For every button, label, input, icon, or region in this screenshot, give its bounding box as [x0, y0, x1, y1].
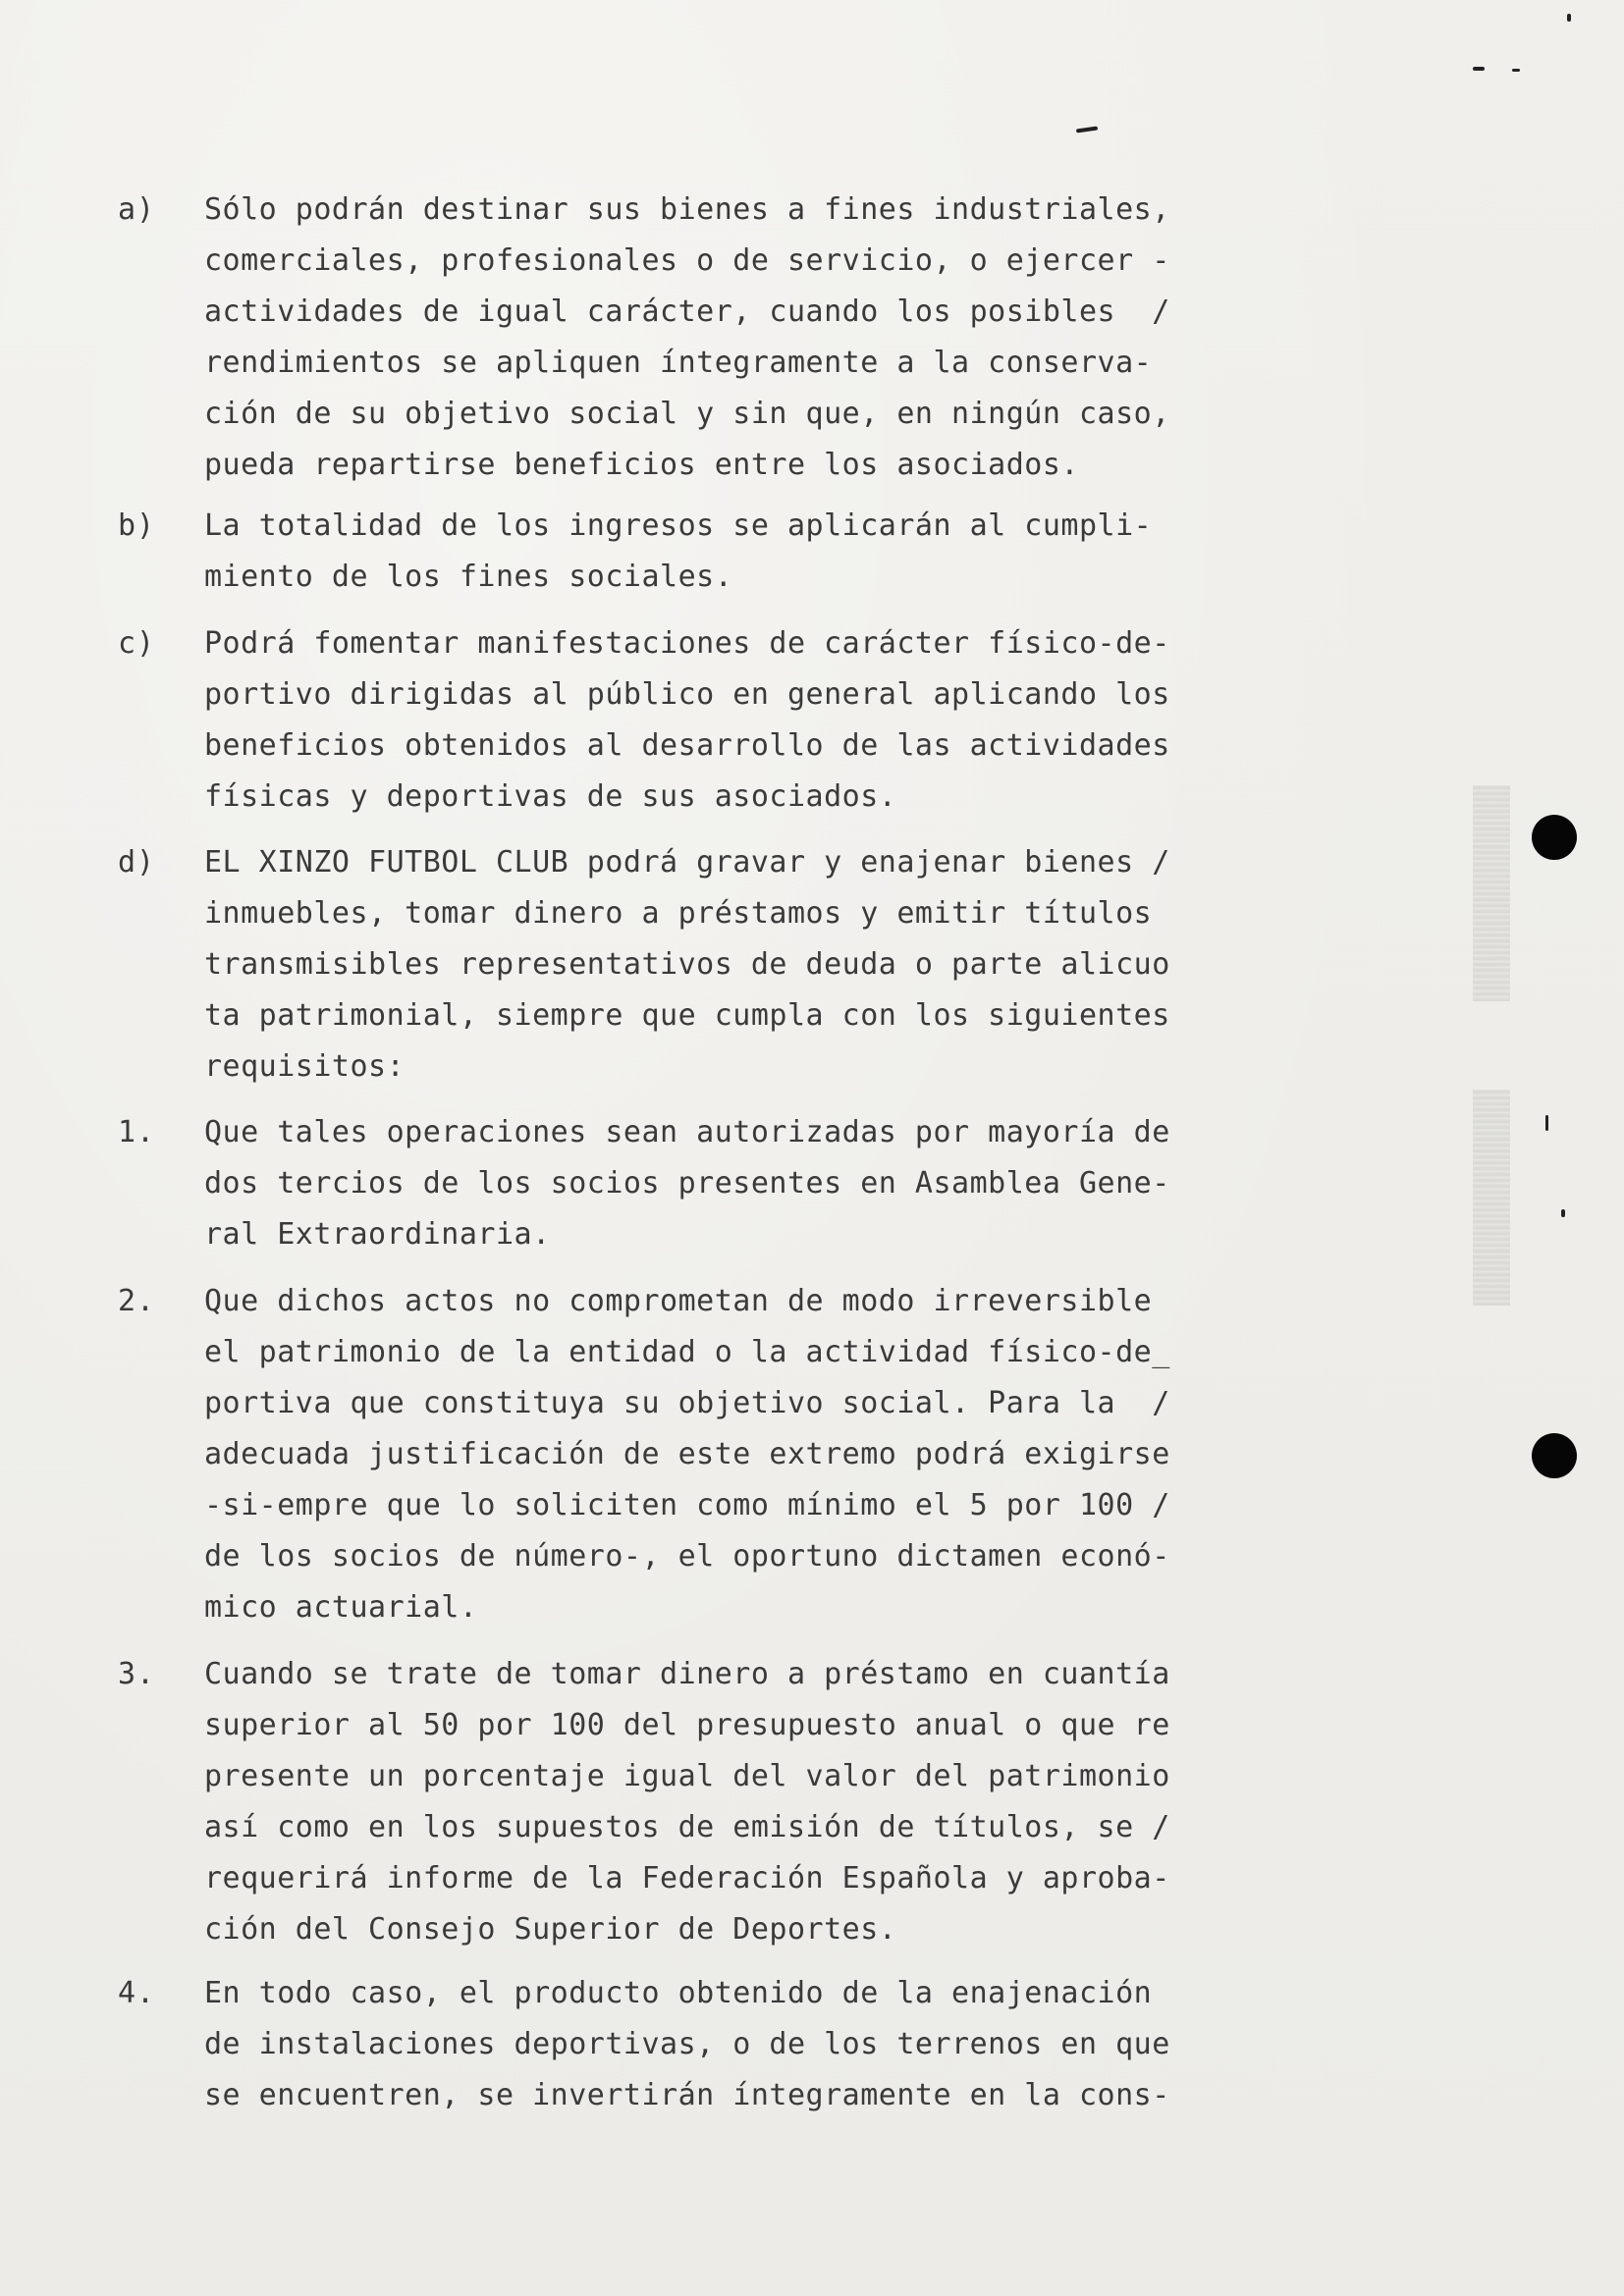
- ink-speck: [1512, 69, 1520, 72]
- clause-text: [204, 185, 1304, 491]
- clause-marker: c): [118, 626, 156, 661]
- text-line: En todo caso, el producto obtenido de la enajenación: [204, 1976, 1153, 2010]
- ink-speck: [1473, 67, 1485, 71]
- ink-speck: [1545, 1115, 1548, 1131]
- text-line: así como en los supuestos de emisión de títulos, se /: [204, 1810, 1170, 1844]
- clause-marker: d): [118, 845, 156, 880]
- text-line: presente un porcentaje igual del valor del patrimonio: [204, 1759, 1170, 1793]
- text-line: rendimientos se apliquen íntegramente a la conserva-: [204, 346, 1153, 380]
- requirement-marker: 1.: [118, 1115, 156, 1149]
- text-line: de instalaciones deportivas, o de los terrenos en que: [204, 2027, 1170, 2061]
- clause-text: [204, 501, 1304, 603]
- text-line: Cuando se trate de tomar dinero a préstamo en cuantía: [204, 1657, 1170, 1691]
- ink-speck: [1076, 126, 1098, 133]
- text-line: requerirá informe de la Federación Española y aproba-: [204, 1861, 1170, 1896]
- text-line: comerciales, profesionales o de servicio, o ejercer -: [204, 243, 1170, 278]
- clause-text: [204, 837, 1304, 1093]
- text-line: adecuada justificación de este extremo podrá exigirse: [204, 1437, 1170, 1471]
- text-line: Sólo podrán destinar sus bienes a fines industriales,: [204, 192, 1170, 227]
- text-line: requisitos:: [204, 1049, 406, 1084]
- text-line: miento de los fines sociales.: [204, 560, 733, 594]
- text-line: dos tercios de los socios presentes en Asamblea Gene-: [204, 1166, 1170, 1201]
- text-line: de los socios de número-, el oportuno dictamen econó-: [204, 1539, 1170, 1574]
- requirement-marker: 3.: [118, 1657, 156, 1691]
- text-line: el patrimonio de la entidad o la actividad físico-de_: [204, 1335, 1170, 1369]
- punch-hole-top: [1532, 815, 1577, 860]
- text-line: se encuentren, se invertirán íntegramente en la cons-: [204, 2078, 1170, 2112]
- requirement-marker: 2.: [118, 1284, 156, 1318]
- text-line: portivo dirigidas al público en general aplicando los: [204, 677, 1170, 712]
- text-line: ral Extraordinaria.: [204, 1217, 551, 1252]
- text-line: ta patrimonial, siempre que cumpla con los siguientes: [204, 998, 1170, 1033]
- text-line: inmuebles, tomar dinero a préstamos y emitir títulos: [204, 896, 1153, 931]
- text-line: Que tales operaciones sean autorizadas por mayoría de: [204, 1115, 1170, 1149]
- ink-speck: [1561, 1209, 1565, 1217]
- text-line: Podrá fomentar manifestaciones de carácter físico-de-: [204, 626, 1170, 661]
- text-line: superior al 50 por 100 del presupuesto anual o que re: [204, 1708, 1170, 1742]
- requirement-text: [204, 1649, 1304, 1955]
- punch-hole-bottom: [1532, 1433, 1577, 1478]
- text-line: pueda repartirse beneficios entre los asociados.: [204, 448, 1079, 482]
- text-line: transmisibles representativos de deuda o parte alicuo: [204, 947, 1170, 982]
- text-line: físicas y deportivas de sus asociados.: [204, 779, 897, 814]
- text-line: EL XINZO FUTBOL CLUB podrá gravar y enajenar bienes /: [204, 845, 1170, 880]
- clause-marker: b): [118, 508, 156, 543]
- show-through-artifact: [1473, 785, 1510, 1001]
- text-line: Que dichos actos no comprometan de modo irreversible: [204, 1284, 1153, 1318]
- clause-text: [204, 618, 1304, 823]
- text-line: ción de su objetivo social y sin que, en ningún caso,: [204, 397, 1170, 431]
- text-line: ción del Consejo Superior de Deportes.: [204, 1912, 897, 1947]
- ink-speck: [1567, 14, 1571, 22]
- show-through-artifact: [1473, 1090, 1510, 1306]
- requirement-text: [204, 1968, 1304, 2121]
- clause-marker: a): [118, 192, 156, 227]
- text-line: beneficios obtenidos al desarrollo de las actividades: [204, 728, 1170, 763]
- text-line: mico actuarial.: [204, 1590, 478, 1625]
- text-line: La totalidad de los ingresos se aplicarán al cumpli-: [204, 508, 1153, 543]
- text-line: -si-empre que lo soliciten como mínimo el 5 por 100 /: [204, 1488, 1170, 1522]
- text-line: actividades de igual carácter, cuando los posibles /: [204, 294, 1170, 329]
- text-line: portiva que constituya su objetivo social. Para la /: [204, 1386, 1170, 1420]
- requirement-marker: 4.: [118, 1976, 156, 2010]
- requirement-text: [204, 1107, 1304, 1260]
- requirement-text: [204, 1276, 1304, 1633]
